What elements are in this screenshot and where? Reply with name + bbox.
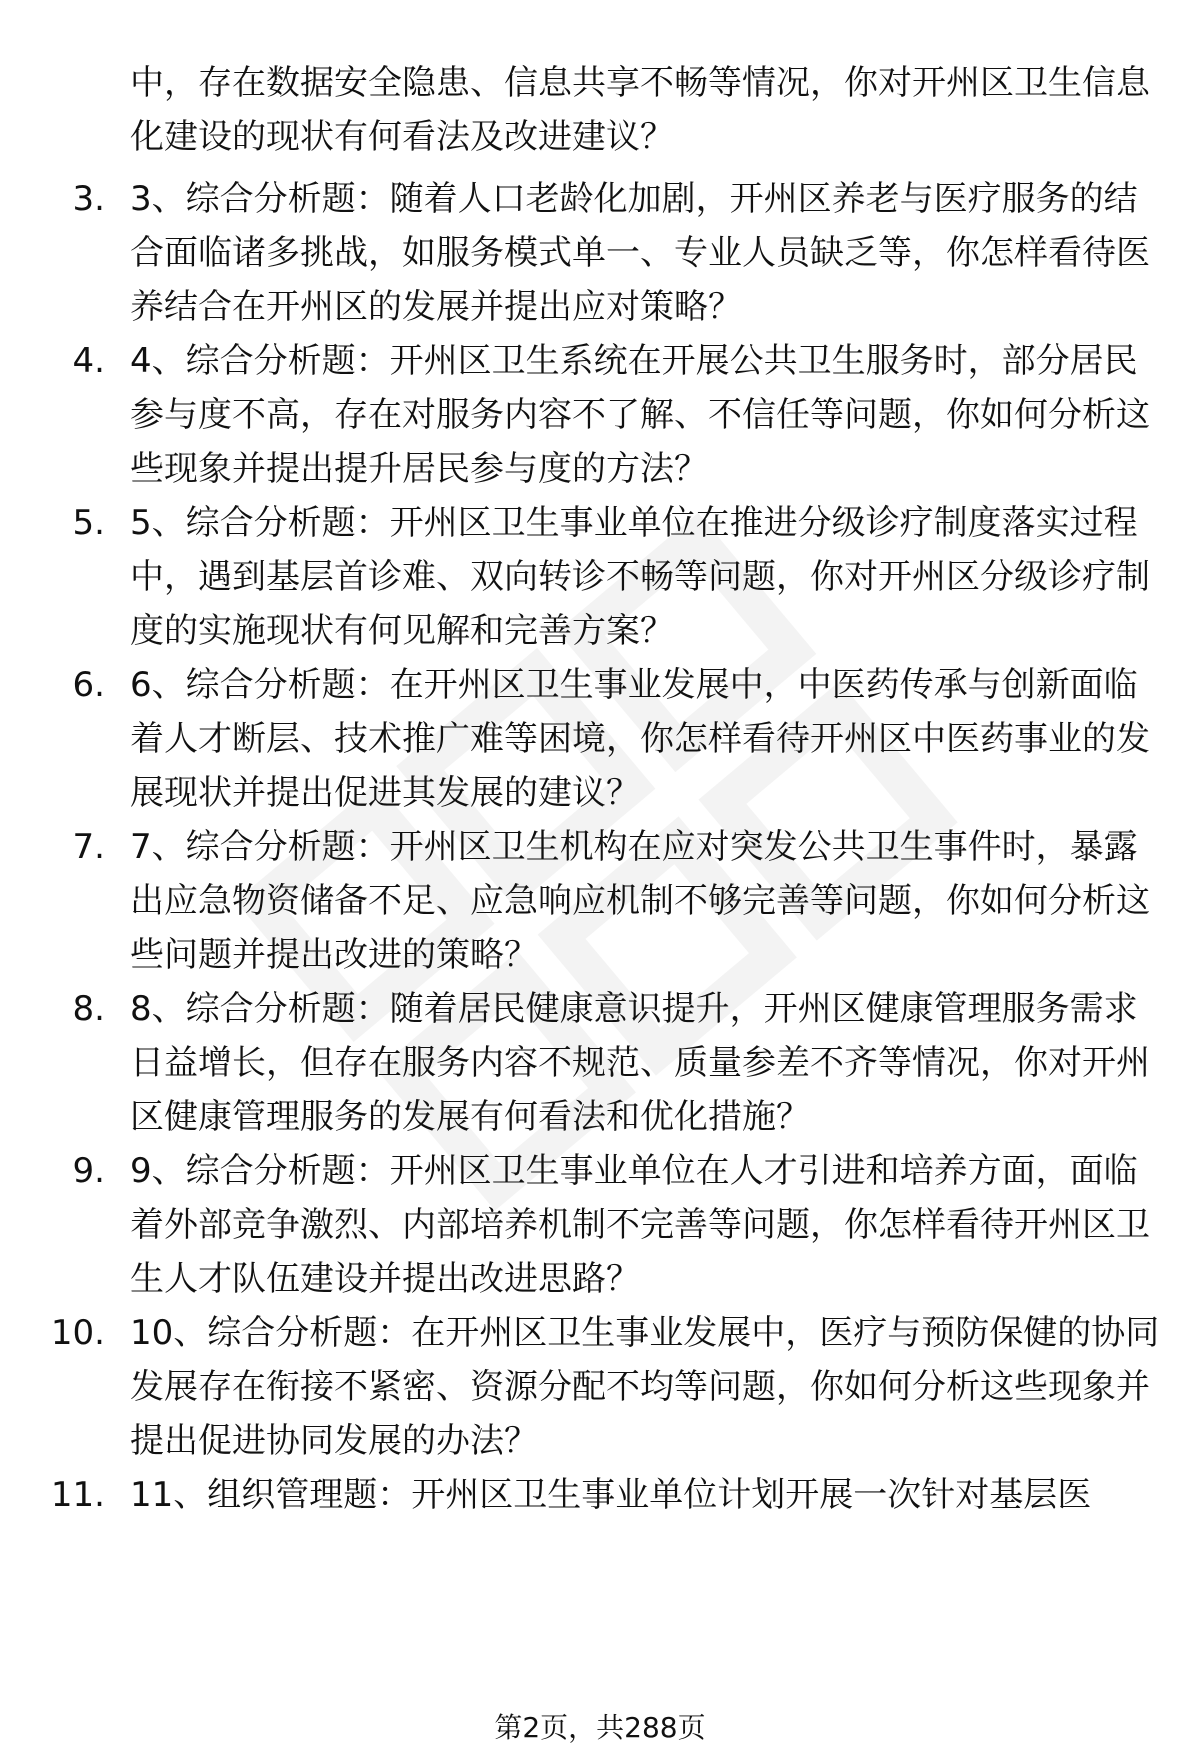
item-number: 9. [72,1151,105,1191]
item-text: 9、综合分析题：开州区卫生事业单位在人才引进和培养方面，面临着外部竞争激烈、内部培养机制不完善等问题，你怎样看待开州区卫生人才队伍建设并提出改进思路？ [130,1151,1150,1299]
item-number: 4. [72,341,105,381]
item-text: 8、综合分析题：随着居民健康意识提升，开州区健康管理服务需求日益增长，但存在服务内容不规范、质量参差不齐等情况，你对开州区健康管理服务的发展有何看法和优化措施？ [130,989,1150,1137]
continuation-text: 中，存在数据安全隐患、信息共享不畅等情况，你对开州区卫生信息化建设的现状有何看法及改进建议？ [130,63,1150,157]
item-number: 5. [72,503,105,543]
item-text: 10、综合分析题：在开州区卫生事业发展中，医疗与预防保健的协同发展存在衔接不紧密、资源分配不均等问题，你如何分析这些现象并提出促进协同发展的办法？ [130,1313,1160,1461]
item-number: 8. [72,989,105,1029]
item-text: 7、综合分析题：开州区卫生机构在应对突发公共卫生事件时，暴露出应急物资储备不足、应急响应机制不够完善等问题，你如何分析这些问题并提出改进的策略？ [130,827,1150,975]
item-number: 7. [72,827,105,867]
item-number: 3. [72,179,105,219]
item-text: 5、综合分析题：开州区卫生事业单位在推进分级诊疗制度落实过程中，遇到基层首诊难、双向转诊不畅等问题，你对开州区分级诊疗制度的实施现状有何见解和完善方案？ [130,503,1150,651]
item-text: 3、综合分析题：随着人口老龄化加剧，开州区养老与医疗服务的结合面临诸多挑战，如服务模式单一、专业人员缺乏等，你怎样看待医养结合在开州区的发展并提出应对策略？ [130,179,1150,327]
item-number: 6. [72,665,105,705]
item-text: 11、组织管理题：开州区卫生事业单位计划开展一次针对基层医 [130,1475,1092,1515]
item-number: 10. [50,1313,105,1353]
page-footer: 第2页，共288页 [494,1711,706,1744]
item-number: 11. [50,1475,105,1515]
item-text: 6、综合分析题：在开州区卫生事业发展中，中医药传承与创新面临着人才断层、技术推广难等困境，你怎样看待开州区中医药事业的发展现状并提出促进其发展的建议？ [130,665,1150,813]
item-text: 4、综合分析题：开州区卫生系统在开展公共卫生服务时，部分居民参与度不高，存在对服务内容不了解、不信任等问题，你如何分析这些现象并提出提升居民参与度的方法？ [130,341,1150,489]
